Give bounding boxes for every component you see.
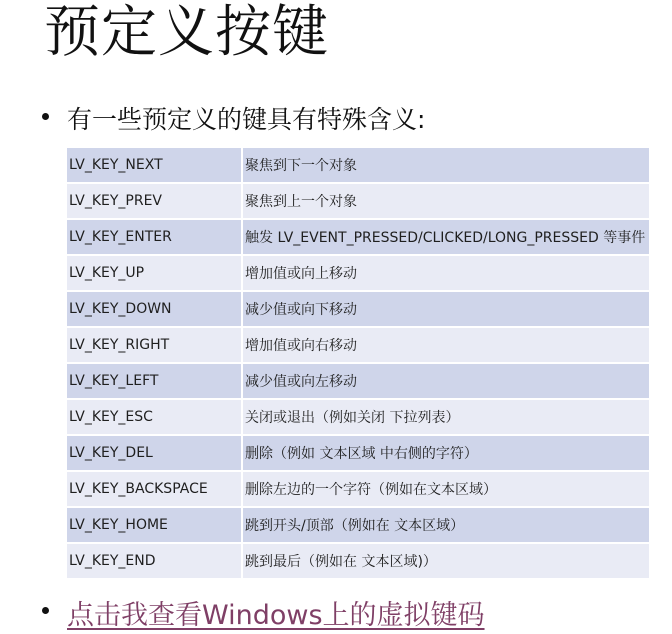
key-name-cell: LV_KEY_HOME [67, 508, 243, 544]
key-name-cell: LV_KEY_DEL [67, 436, 243, 472]
key-description-cell: 跳到最后（例如在 文本区域)） [243, 544, 649, 580]
key-name-cell: LV_KEY_BACKSPACE [67, 472, 243, 508]
key-description-cell: 增加值或向右移动 [243, 328, 649, 364]
bullet-dot-icon [42, 607, 49, 614]
key-name-cell: LV_KEY_ESC [67, 400, 243, 436]
key-description-cell: 聚焦到下一个对象 [243, 148, 649, 184]
table-row [67, 256, 649, 292]
key-description-cell: 删除左边的一个字符（例如在文本区域） [243, 472, 649, 508]
table-row [67, 220, 649, 256]
key-description-cell: 减少值或向左移动 [243, 364, 649, 400]
table-row [67, 328, 649, 364]
key-description-cell: 增加值或向上移动 [243, 256, 649, 292]
key-description-cell: 跳到开头/顶部（例如在 文本区域） [243, 508, 649, 544]
key-name-cell: LV_KEY_PREV [67, 184, 243, 220]
key-name-cell: LV_KEY_RIGHT [67, 328, 243, 364]
table-row [67, 508, 649, 544]
key-name-cell: LV_KEY_NEXT [67, 148, 243, 184]
key-name-cell: LV_KEY_END [67, 544, 243, 580]
table-row [67, 148, 649, 184]
key-name-cell: LV_KEY_LEFT [67, 364, 243, 400]
table-row [67, 436, 649, 472]
table-row [67, 184, 649, 220]
key-name-cell: LV_KEY_DOWN [67, 292, 243, 328]
table-row [67, 292, 649, 328]
table-row [67, 400, 649, 436]
key-table [67, 148, 649, 580]
key-description-cell: 聚焦到上一个对象 [243, 184, 649, 220]
key-description-cell: 触发 LV_EVENT_PRESSED/CLICKED/LONG_PRESSED 等事件 [243, 220, 649, 256]
slide-title: 预定义按键 [44, 0, 329, 65]
key-description-cell: 删除（例如 文本区域 中右侧的字符） [243, 436, 649, 472]
link-bullet [42, 592, 485, 632]
key-name-cell: LV_KEY_UP [67, 256, 243, 292]
table-row [67, 472, 649, 508]
key-description-cell: 关闭或退出（例如关闭 下拉列表） [243, 400, 649, 436]
intro-bullet [42, 100, 425, 136]
virtual-keycode-link[interactable]: 点击我查看Windows上的虚拟键码 [67, 599, 485, 631]
key-name-cell: LV_KEY_ENTER [67, 220, 243, 256]
bullet-dot-icon [42, 113, 49, 120]
table-row [67, 544, 649, 580]
key-description-cell: 减少值或向下移动 [243, 292, 649, 328]
intro-text: 有一些预定义的键具有特殊含义: [67, 105, 426, 134]
table-row [67, 364, 649, 400]
